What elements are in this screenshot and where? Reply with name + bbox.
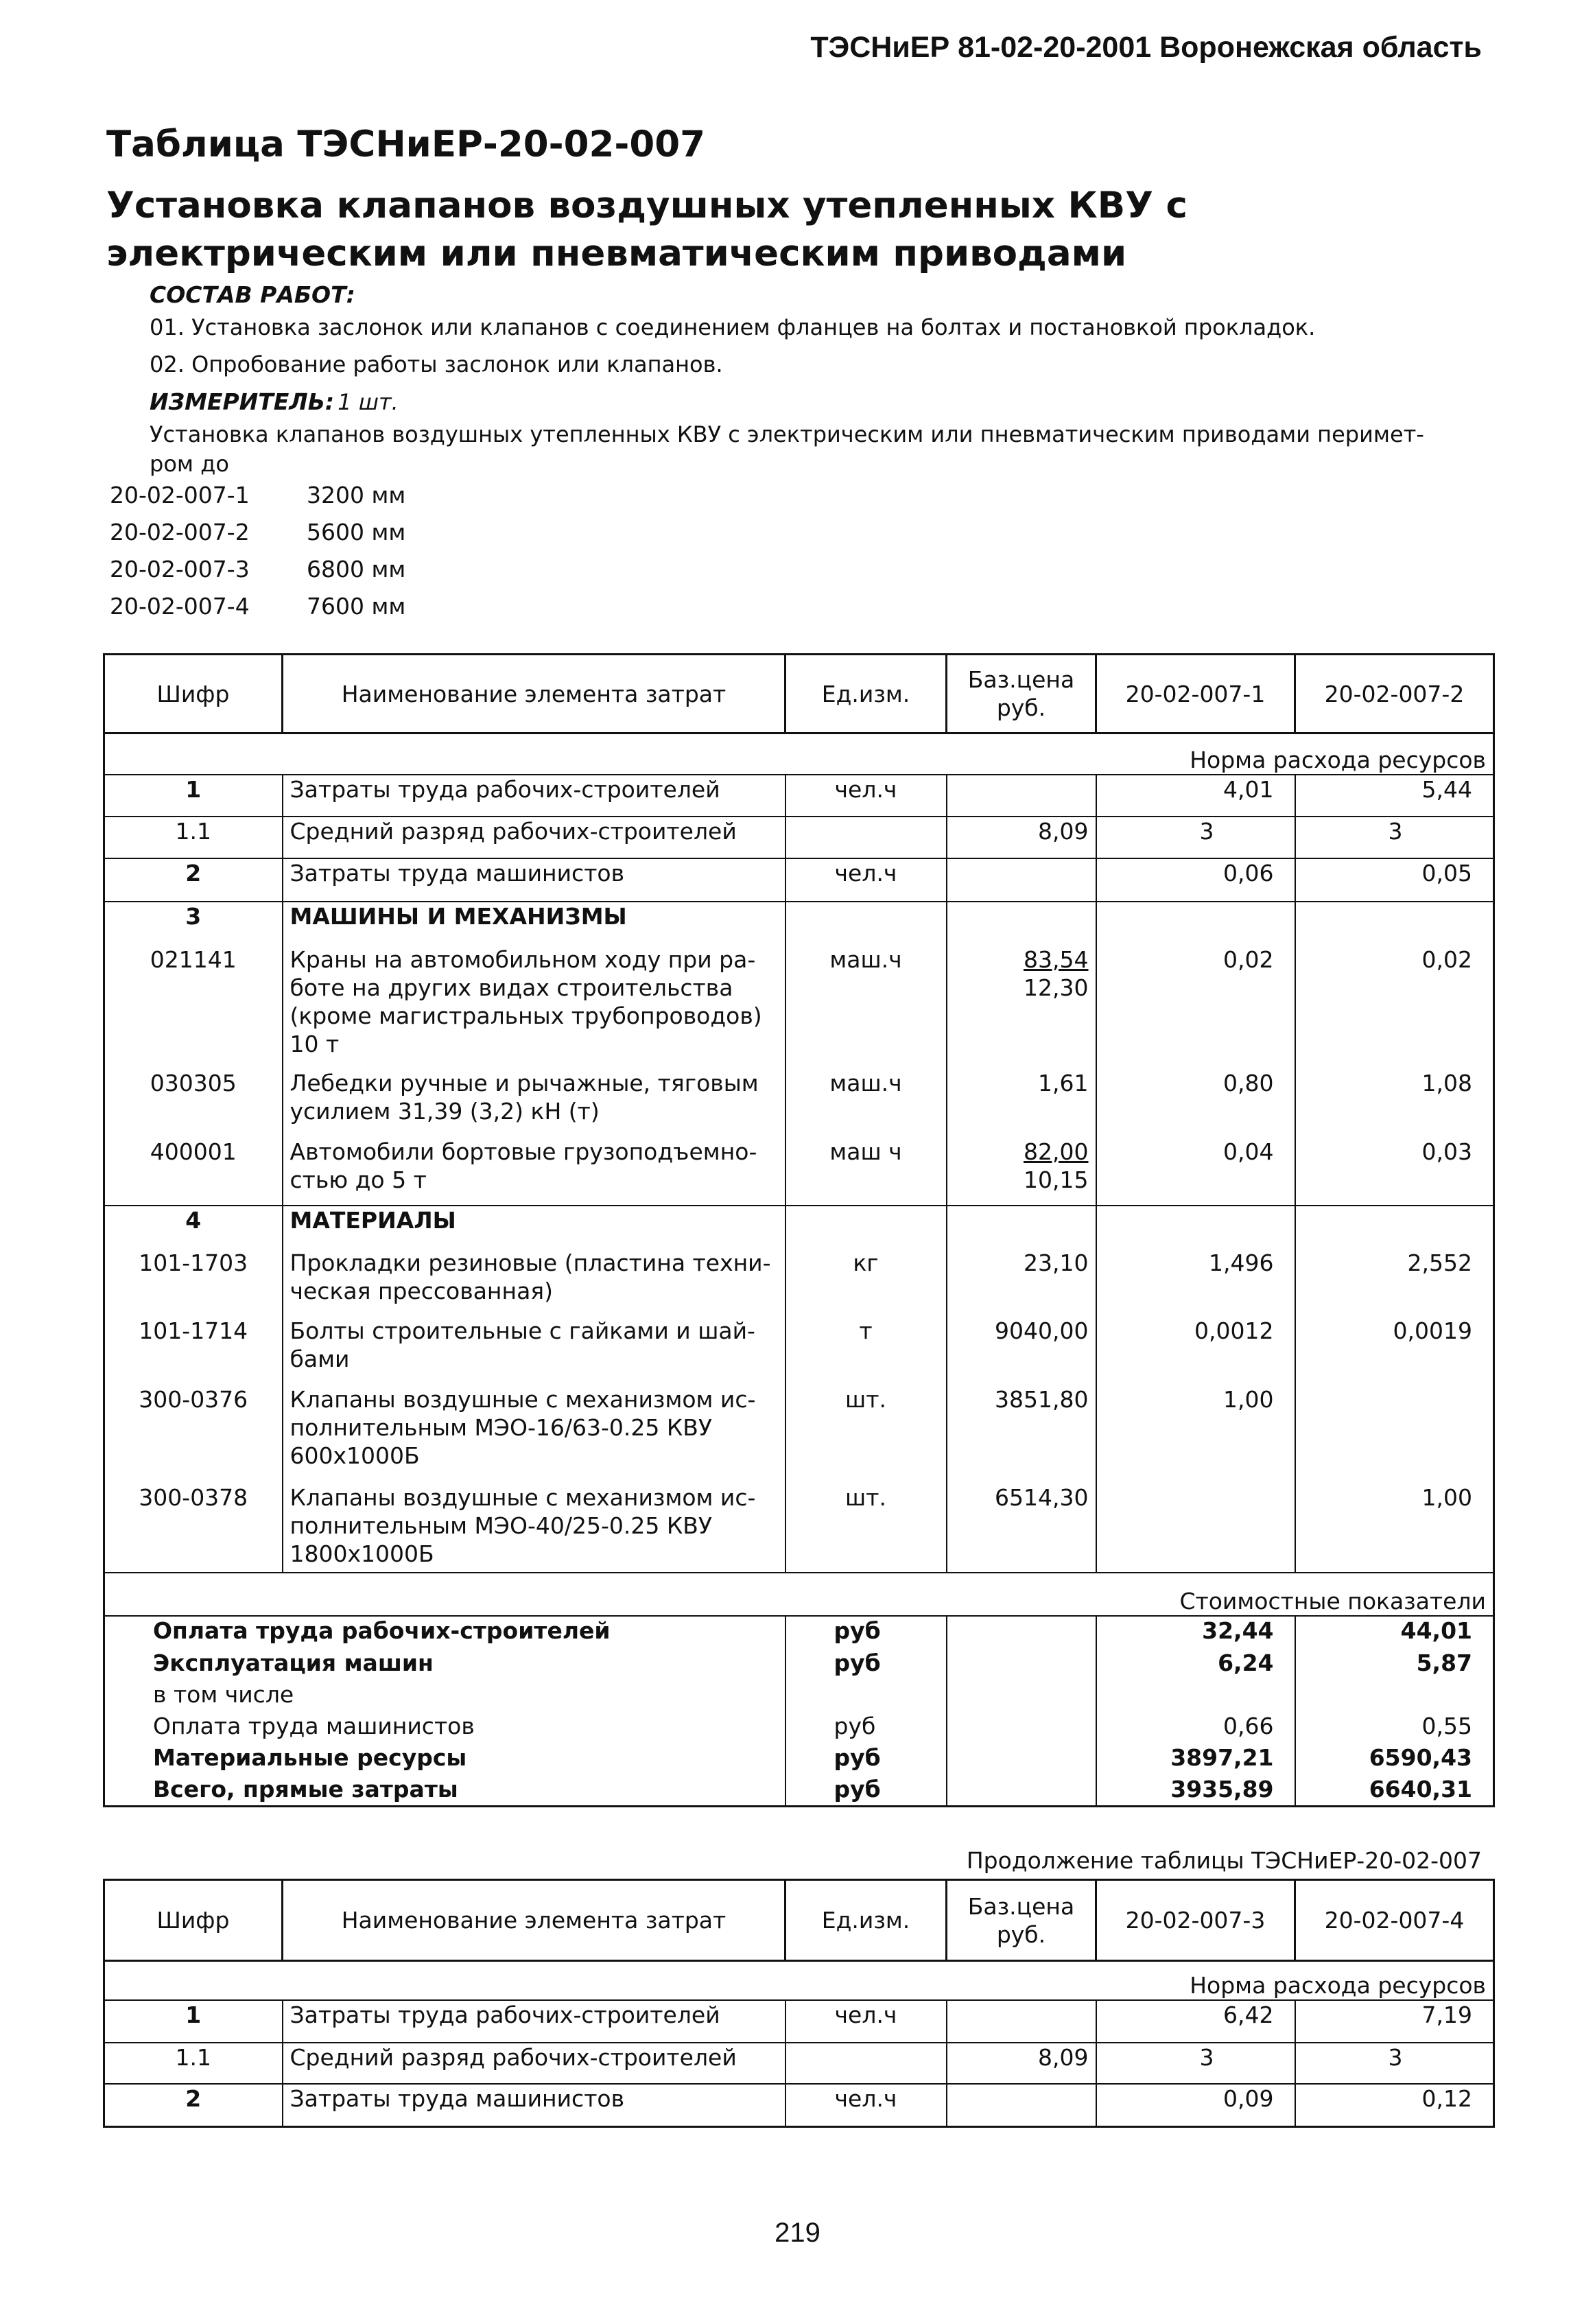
cell-name: Затраты труда рабочих-строителей: [283, 775, 785, 817]
cost-v2: 0,55: [1295, 1712, 1494, 1744]
table-row: [104, 2084, 1494, 2127]
cost-row: [104, 1680, 1494, 1712]
cell-code: 101-1714: [104, 1317, 283, 1385]
cell-v2: 1,00: [1295, 1483, 1494, 1573]
cell-name: Средний разряд рабочих-строителей: [283, 2043, 785, 2084]
measure-line: [150, 388, 399, 415]
cell-code: 400001: [104, 1138, 283, 1206]
cell-name: МАТЕРИАЛЫ: [283, 1206, 785, 1249]
cell-v2: 3: [1295, 817, 1494, 858]
param-code: 20-02-007-1: [110, 482, 250, 508]
section-title: Установка клапанов воздушных утепленных КВУ с электрическим или пневматическим приводами: [106, 185, 1188, 274]
cell-v1: 3: [1096, 2043, 1295, 2084]
cell-v1: [1096, 1483, 1295, 1573]
param-value: 6800 мм: [307, 556, 406, 583]
table-row: [104, 1317, 1494, 1385]
work-item-1: 01. Установка заслонок или клапанов с соединением фланцев на болтах и постановкой прокладок.: [150, 314, 1316, 340]
cost-band: [104, 1573, 1494, 1616]
cost-v2: 6640,31: [1295, 1775, 1494, 1807]
cost-unit: руб: [785, 1649, 947, 1680]
work-composition-label: СОСТАВ РАБОТ:: [150, 281, 355, 308]
price-secondary: 12,30: [1024, 974, 1089, 1001]
resource-table: [103, 653, 1495, 1807]
description: Установка клапанов воздушных утепленных КВУ с электрическим или пневматическим приводами перимет-ром до: [150, 421, 1424, 477]
cell-price: 23,10: [947, 1249, 1096, 1317]
table-row: [104, 775, 1494, 817]
cell-unit: [785, 2043, 947, 2084]
cost-unit: руб: [785, 1775, 947, 1807]
norm-label: Норма расхода ресурсов: [104, 733, 1494, 775]
norm-band: [104, 1961, 1494, 2000]
cell-name: Затраты труда машинистов: [283, 858, 785, 902]
measure-label: ИЗМЕРИТЕЛЬ:: [150, 388, 335, 415]
cell-unit: т: [785, 1317, 947, 1385]
header-col2: 20-02-007-4: [1295, 1880, 1494, 1961]
cell-price: 9040,00: [947, 1317, 1096, 1385]
cost-row: [104, 1775, 1494, 1807]
cost-name: Оплата труда рабочих-строителей: [104, 1616, 785, 1649]
cost-unit: руб: [785, 1744, 947, 1775]
norm-label: Норма расхода ресурсов: [104, 1961, 1494, 2000]
cell-v1: 0,09: [1096, 2084, 1295, 2127]
continuation-caption: Продолжение таблицы ТЭСНиЕР-20-02-007: [966, 1847, 1482, 1874]
header-col1: 20-02-007-1: [1096, 655, 1295, 733]
cost-v2: 44,01: [1295, 1616, 1494, 1649]
table-row: [104, 1138, 1494, 1206]
param-code: 20-02-007-3: [110, 556, 250, 583]
cell-price: 3851,80: [947, 1385, 1096, 1483]
cell-code: 101-1703: [104, 1249, 283, 1317]
header-unit: Ед.изм.: [785, 1880, 947, 1961]
cell-v1: 0,80: [1096, 1069, 1295, 1138]
table-row: [104, 858, 1494, 902]
cell-name: Клапаны воздушные с механизмом ис-полнительным МЭО-16/63-0.25 КВУ 600х1000Б: [283, 1385, 785, 1483]
header-code: Шифр: [104, 1880, 283, 1961]
cell-name: Болты строительные с гайками и шай-бами: [283, 1317, 785, 1385]
header-price: Баз.цена руб.: [947, 655, 1096, 733]
cell-code: 1: [104, 2000, 283, 2043]
table-header-row: [104, 655, 1494, 733]
cell-name: Лебедки ручные и рычажные, тяговым усилием 31,39 (3,2) кН (т): [283, 1069, 785, 1138]
cell-v1: 0,06: [1096, 858, 1295, 902]
header-unit: Ед.изм.: [785, 655, 947, 733]
cost-v1: 3897,21: [1096, 1744, 1295, 1775]
cost-row: [104, 1744, 1494, 1775]
cell-name: Автомобили бортовые грузоподъемно-стью до 5 т: [283, 1138, 785, 1206]
cell-v2: 5,44: [1295, 775, 1494, 817]
table-row: [104, 817, 1494, 858]
cell-code: 300-0376: [104, 1385, 283, 1483]
cost-name: Оплата труда машинистов: [104, 1712, 785, 1744]
cell-code: 021141: [104, 946, 283, 1069]
cell-code: 1.1: [104, 2043, 283, 2084]
cell-v2: 0,12: [1295, 2084, 1494, 2127]
cell-price: [947, 858, 1096, 902]
table-header-row: [104, 1880, 1494, 1961]
cost-row: [104, 1712, 1494, 1744]
cell-v1: 1,496: [1096, 1249, 1295, 1317]
cell-unit: чел.ч: [785, 2084, 947, 2127]
header-col1: 20-02-007-3: [1096, 1880, 1295, 1961]
cost-v1: 0,66: [1096, 1712, 1295, 1744]
cell-unit: чел.ч: [785, 2000, 947, 2043]
header-price: Баз.цена руб.: [947, 1880, 1096, 1961]
norm-band: [104, 733, 1494, 775]
page-number: 219: [775, 2218, 820, 2248]
cell-name: Клапаны воздушные с механизмом ис-полнительным МЭО-40/25-0.25 КВУ 1800х1000Б: [283, 1483, 785, 1573]
cell-v1: 3: [1096, 817, 1295, 858]
header-col2: 20-02-007-2: [1295, 655, 1494, 733]
table-row: [104, 1483, 1494, 1573]
table-row: [104, 946, 1494, 1069]
cell-price: [947, 1138, 1096, 1206]
cell-v1: 0,04: [1096, 1138, 1295, 1206]
measure-value: 1 шт.: [338, 389, 399, 415]
cost-v1: 3935,89: [1096, 1775, 1295, 1807]
cell-v1: 1,00: [1096, 1385, 1295, 1483]
param-code: 20-02-007-2: [110, 519, 250, 545]
cell-v2: 0,03: [1295, 1138, 1494, 1206]
cost-v2: 6590,43: [1295, 1744, 1494, 1775]
cell-unit: чел.ч: [785, 858, 947, 902]
cell-name: Прокладки резиновые (пластина техни-ческая прессованная): [283, 1249, 785, 1317]
work-item-2: 02. Опробование работы заслонок или клапанов.: [150, 351, 723, 377]
cell-v1: 6,42: [1096, 2000, 1295, 2043]
cost-v2: 5,87: [1295, 1649, 1494, 1680]
cell-unit: кг: [785, 1249, 947, 1317]
cell-v1: 4,01: [1096, 775, 1295, 817]
price-primary: 82,00: [1024, 1138, 1089, 1165]
cost-row: [104, 1616, 1494, 1649]
cost-name: в том числе: [104, 1680, 785, 1712]
cell-price: [947, 2084, 1096, 2127]
cell-v2: 7,19: [1295, 2000, 1494, 2043]
cost-name: Эксплуатация машин: [104, 1649, 785, 1680]
cell-code: 1.1: [104, 817, 283, 858]
cell-unit: шт.: [785, 1483, 947, 1573]
cell-name: Затраты труда машинистов: [283, 2084, 785, 2127]
table-row: [104, 1385, 1494, 1483]
cell-unit: маш.ч: [785, 946, 947, 1069]
cell-code: 030305: [104, 1069, 283, 1138]
cell-code: 2: [104, 2084, 283, 2127]
cost-label: Стоимостные показатели: [104, 1573, 1494, 1616]
header-name: Наименование элемента затрат: [283, 655, 785, 733]
table-row: [104, 1249, 1494, 1317]
running-header: ТЭСНиЕР 81-02-20-2001 Воронежская область: [810, 31, 1482, 64]
cell-code: 3: [104, 902, 283, 946]
cell-price: 1,61: [947, 1069, 1096, 1138]
cell-unit: [785, 817, 947, 858]
cost-unit: руб: [785, 1616, 947, 1649]
cost-unit: руб: [785, 1712, 947, 1744]
resource-table-continued: [103, 1879, 1495, 2128]
cell-price: 8,09: [947, 817, 1096, 858]
param-value: 7600 мм: [307, 593, 406, 620]
cell-unit: маш ч: [785, 1138, 947, 1206]
cost-v1: 6,24: [1096, 1649, 1295, 1680]
cost-name: Всего, прямые затраты: [104, 1775, 785, 1807]
cell-v2: 2,552: [1295, 1249, 1494, 1317]
cell-v2: 0,02: [1295, 946, 1494, 1069]
cell-price: [947, 2000, 1096, 2043]
header-code: Шифр: [104, 655, 283, 733]
cost-name: Материальные ресурсы: [104, 1744, 785, 1775]
cell-v2: 0,05: [1295, 858, 1494, 902]
cell-v2: [1295, 1385, 1494, 1483]
cell-price: 6514,30: [947, 1483, 1096, 1573]
section-row: [104, 1206, 1494, 1249]
table-row: [104, 2000, 1494, 2043]
cell-code: 4: [104, 1206, 283, 1249]
cell-price: 8,09: [947, 2043, 1096, 2084]
cell-code: 2: [104, 858, 283, 902]
cell-v1: 0,02: [1096, 946, 1295, 1069]
param-value: 3200 мм: [307, 482, 406, 508]
cell-name: МАШИНЫ И МЕХАНИЗМЫ: [283, 902, 785, 946]
cell-price: [947, 775, 1096, 817]
cell-v2: 3: [1295, 2043, 1494, 2084]
cell-price: [947, 946, 1096, 1069]
table-row: [104, 2043, 1494, 2084]
header-name: Наименование элемента затрат: [283, 1880, 785, 1961]
section-row: [104, 902, 1494, 946]
price-secondary: 10,15: [1024, 1166, 1089, 1193]
cell-name: Затраты труда рабочих-строителей: [283, 2000, 785, 2043]
cell-v2: 0,0019: [1295, 1317, 1494, 1385]
cell-unit: чел.ч: [785, 775, 947, 817]
cell-name: Краны на автомобильном ходу при ра-боте на других видах строительства (кроме магистральных трубопроводов) 10 т: [283, 946, 785, 1069]
cost-row: [104, 1649, 1494, 1680]
cell-name: Средний разряд рабочих-строителей: [283, 817, 785, 858]
param-code: 20-02-007-4: [110, 593, 250, 620]
cell-v2: 1,08: [1295, 1069, 1494, 1138]
table-title: Таблица ТЭСНиЕР-20-02-007: [106, 124, 705, 165]
param-value: 5600 мм: [307, 519, 406, 545]
cell-code: 1: [104, 775, 283, 817]
cell-unit: шт.: [785, 1385, 947, 1483]
price-primary: 83,54: [1024, 946, 1089, 973]
cell-v1: 0,0012: [1096, 1317, 1295, 1385]
cell-code: 300-0378: [104, 1483, 283, 1573]
cell-unit: маш.ч: [785, 1069, 947, 1138]
table-row: [104, 1069, 1494, 1138]
cost-v1: 32,44: [1096, 1616, 1295, 1649]
